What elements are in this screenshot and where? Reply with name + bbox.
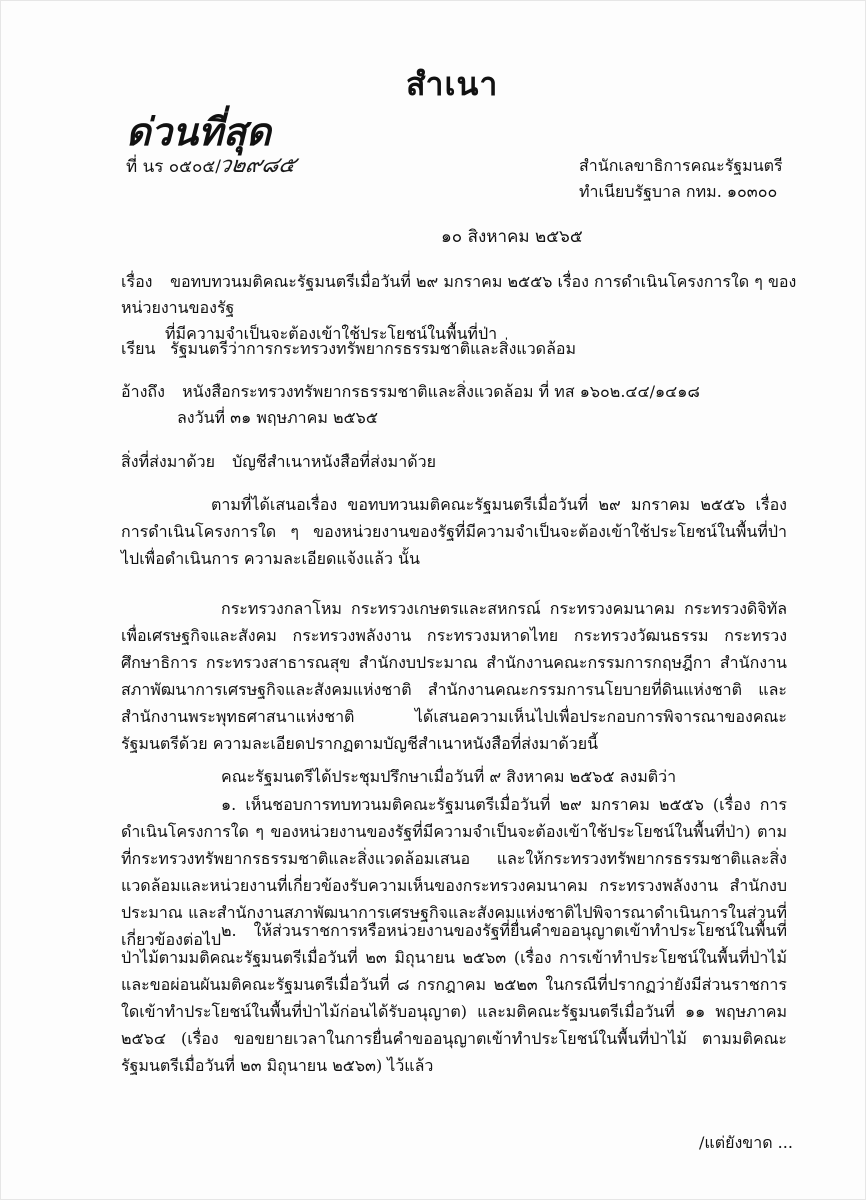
subject-line-2: ที่มีความจำเป็นจะต้องเข้าใช้ประโยชน์ในพื้นที่ป่า [165,324,498,343]
recipient-text: รัฐมนตรีว่าการกระทรวงทรัพยากรธรรมชาติและสิ่งแวดล้อม [170,339,577,358]
sender-office [579,153,839,205]
doc-number-label: ที่ นร ๐๕๐๕/ [126,157,221,177]
enclosure-label: สิ่งที่ส่งมาด้วย [121,452,215,471]
subject-label: เรื่อง [121,272,153,291]
paragraph-3: คณะรัฐมนตรีได้ประชุมปรึกษาเมื่อวันที่ ๙ สิงหาคม ๒๕๖๕ ลงมติว่า [221,767,677,786]
reference-line-2: ลงวันที่ ๓๑ พฤษภาคม ๒๕๖๕ [177,408,378,427]
continued-marker: /แต่ยังขาด ... [699,1133,793,1152]
reference-block [121,379,700,431]
subject-line-1: ขอทบทวนมติคณะรัฐมนตรีเมื่อวันที่ ๒๙ มกราคม ๒๕๕๖ เรื่อง การดำเนินโครงการใด ๆ ของหน่วยงานของรัฐ [121,272,797,317]
office-line-2: ทำเนียบรัฐบาล กทม. ๑๐๓๐๐ [579,182,778,201]
recipient-label: เรียน [121,339,156,358]
document-title: สำเนา [406,65,499,103]
reference-line-1: หนังสือกระทรวงทรัพยากรธรรมชาติและสิ่งแวดล้อม ที่ ทส ๑๖๐๒.๔๔/๑๔๑๘ [182,382,700,401]
resolution-item-2: ๒. ให้ส่วนราชการหรือหน่วยงานของรัฐที่ยื่นคำขออนุญาตเข้าทำประโยชน์ในพื้นที่ป่าไม้ตามมติคณะรัฐมนตรีเมื่อวันที่ ๒๓ มิถุนายน ๒๕๖๓ (เรื่อง การเข้าทำประโยชน์ในพื้นที่ป่าไม้ และขอผ่อนผันมติคณะรัฐมนตรีเมื่อวันที่ ๘ กรกฎาคม ๒๕๒๓ ในกรณีที่ปรากฏว่ายังมีส่วนราชการใดเข้าทำประโยชน์ในพื้นที่ป่าไม้ก่อนได้รับอนุญาต) และมติคณะรัฐมนตรีเมื่อวันที่ ๑๑ พฤษภาคม ๒๕๖๔ (เรื่อง ขอขยายเวลาในการยื่นคำขออนุญาตเข้าทำประโยชน์ในพื้นที่ป่าไม้ ตามมติคณะรัฐมนตรีเมื่อวันที่ ๒๓ มิถุนายน ๒๕๖๓) ไว้แล้ว [121,921,787,1075]
document-date: ๑๐ สิงหาคม ๒๕๖๕ [441,227,583,247]
doc-number-handwritten: ว๒๙๘๕ [216,153,299,178]
enclosure-text: บัญชีสำเนาหนังสือที่ส่งมาด้วย [232,452,436,471]
recipient-block [121,336,576,362]
resolution-item-1: ๑. เห็นชอบการทบทวนมติคณะรัฐมนตรีเมื่อวันที่ ๒๙ มกราคม ๒๕๕๖ (เรื่อง การดำเนินโครงการใด ๆ ของหน่วยงานของรัฐที่มีความจำเป็นจะต้องเข้าใช้ประโยชน์ในพื้นที่ป่า) ตามที่กระทรวงทรัพยากรธรรมชาติและสิ่งแวดล้อมเสนอ และให้กระทรวงทรัพยากรธรรมชาติและสิ่งแวดล้อมและหน่วยงานที่เกี่ยวข้องรับความเห็นของกระทรวงคมนาคม กระทรวงพลังงาน สำนักงบประมาณ และสำนักงานสภาพัฒนาการเศรษฐกิจและสังคมแห่งชาติไปพิจารณาดำเนินการในส่วนที่เกี่ยวข้องต่อไป [121,795,787,949]
enclosure-block [121,449,436,475]
reference-label: อ้างถึง [121,382,165,401]
paragraph-2: กระทรวงกลาโหม กระทรวงเกษตรและสหกรณ์ กระทรวงคมนาคม กระทรวงดิจิทัลเพื่อเศรษฐกิจและสังคม กระทรวงพลังงาน กระทรวงมหาดไทย กระทรวงวัฒนธรรม กระทรวงศึกษาธิการ กระทรวงสาธารณสุข สำนักงบประมาณ สำนักงานคณะกรรมการกฤษฎีกา สำนักงานสภาพัฒนาการเศรษฐกิจและสังคมแห่งชาติ สำนักงานคณะกรรมการนโยบายที่ดินแห่งชาติ และสำนักงานพระพุทธศาสนาแห่งชาติ ได้เสนอความเห็นไปเพื่อประกอบการพิจารณาของคณะรัฐมนตรีด้วย ความละเอียดปรากฏตามบัญชีสำเนาหนังสือที่ส่งมาด้วยนี้ [121,599,787,753]
paragraph-1: ตามที่ได้เสนอเรื่อง ขอทบทวนมติคณะรัฐมนตรีเมื่อวันที่ ๒๙ มกราคม ๒๕๕๖ เรื่อง การดำเนินโครงการใด ๆ ของหน่วยงานของรัฐที่มีความจำเป็นจะต้องเข้าใช้ประโยชน์ในพื้นที่ป่า ไปเพื่อดำเนินการ ความละเอียดแจ้งแล้ว นั้น [121,495,787,568]
urgency-stamp: ด่วนที่สุด [126,109,271,154]
office-line-1: สำนักเลขาธิการคณะรัฐมนตรี [579,156,783,175]
